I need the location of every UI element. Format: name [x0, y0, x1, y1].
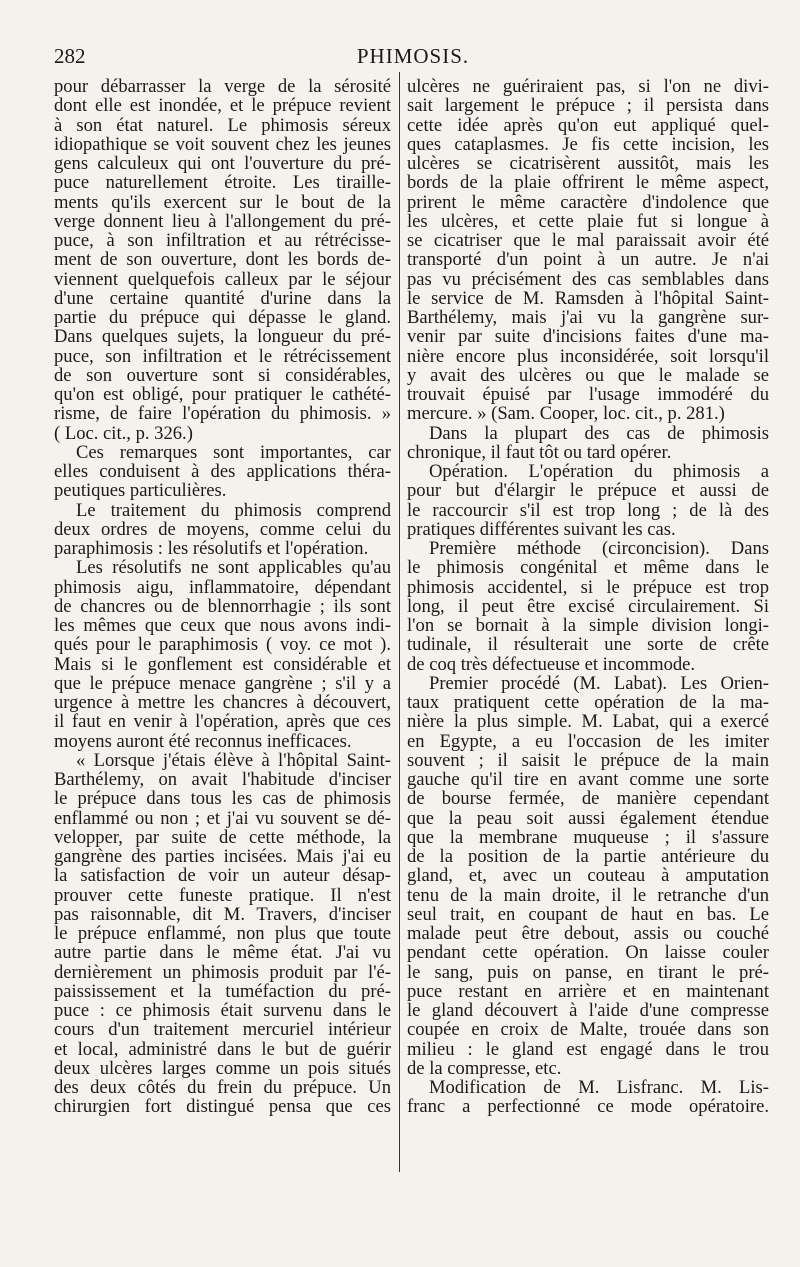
text-line: de bourse fermée, de manière cependant [407, 789, 769, 809]
text-line: le prépuce enflammé, non plus que toute [54, 924, 391, 944]
text-line: le prépuce dans tous les cas de phimosis [54, 789, 391, 809]
text-line: Premier procédé (M. Labat). Les Orien- [429, 673, 769, 693]
text-line: ulcères se cicatrisèrent aussitôt, mais les [407, 154, 769, 174]
text-line: trouvait épuisé par l'usage immodéré du [407, 385, 769, 405]
text-line: Les résolutifs ne sont applicables qu'au [76, 558, 391, 578]
text-line: dont elle est inondée, et le prépuce revient [54, 96, 391, 116]
text-line: elles conduisent à des applications théra- [54, 462, 391, 482]
text-line: pas vu précisément des cas semblables dans [407, 269, 769, 289]
text-line: Dans quelques sujets, la longueur du pré- [54, 327, 391, 347]
text-line: les mêmes que ceux que nous avons indi- [54, 616, 391, 636]
text-line: deux ulcères larges comme un pois situés [54, 1058, 391, 1078]
text-line: les ulcères, et cette plaie fut si longue à [407, 211, 769, 231]
text-line: cette idée après qu'on eut appliqué quel- [407, 115, 769, 135]
text-line: puce restant en arrière et en maintenant [407, 981, 769, 1001]
text-line: de chancres ou de blennorrhagie ; ils sont [54, 596, 391, 616]
text-line: cours d'un traitement mercuriel intérieur [54, 1020, 391, 1040]
text-line: idiopathique se voit souvent chez les jeunes [54, 134, 391, 154]
left-column [54, 77, 391, 1117]
text-line: paississement et la tuméfaction du pré- [54, 981, 391, 1001]
text-line: le raccourcir s'il est trop long ; de là des [407, 500, 769, 520]
text-line: nière encore plus inconsidérée, soit lorsqu'il [407, 346, 769, 366]
text-line: des deux côtés du frein du prépuce. Un [54, 1078, 391, 1098]
text-line: ques cataplasmes. Je fis cette incision, les [407, 134, 769, 154]
page-header [54, 44, 772, 70]
text-line: ment de son ouverture, dont les bords de- [54, 250, 391, 270]
text-line: long, il peut être excisé circulairement. Si [407, 596, 769, 616]
text-line: tenu de la main droite, il le retranche d'un [407, 885, 769, 905]
text-line: le service de M. Ramsden à l'hôpital Saint- [407, 288, 769, 308]
text-line: phimosis accidentel, si le prépuce est trop [407, 577, 769, 597]
text-line: puce, son infiltration et le rétrécissement [54, 346, 391, 366]
right-column [407, 77, 769, 1117]
text-line: Le traitement du phimosis comprend [76, 500, 391, 520]
text-line: gens calculeux qui ont l'ouverture du pré- [54, 154, 391, 174]
text-line: pendant cette opération. On laisse couler [407, 943, 769, 963]
text-line: phimosis aigu, inflammatoire, dépendant [54, 577, 391, 597]
text-line: gangrène des parties incisées. Mais j'ai eu [54, 847, 391, 867]
text-line: la satisfaction de voir un auteur désap- [54, 866, 391, 886]
text-line: Première méthode (circoncision). Dans [429, 539, 769, 559]
text-line: puce, à son infiltration et au rétrécisse- [54, 231, 391, 251]
text-line: paraphimosis : les résolutifs et l'opération. [54, 539, 369, 559]
text-line: le gland découvert à l'aide d'une compresse [407, 1001, 769, 1021]
text-line: ulcères ne guériraient pas, si l'on ne divi- [407, 77, 769, 97]
text-line: qu'on est obligé, pour pratiquer le cathété- [54, 385, 391, 405]
column-divider [399, 72, 400, 1172]
text-line: milieu : le gland est engagé dans le trou [407, 1039, 769, 1059]
text-line: qués pour le paraphimosis ( voy. ce mot ). [54, 635, 391, 655]
text-line: bords de la plaie offrirent le même aspect, [407, 173, 769, 193]
text-line: que la membrane muqueuse ; il s'assure [407, 827, 769, 847]
text-line: chirurgien fort distingué pensa que ces [54, 1097, 391, 1117]
text-line: gauche qu'il tire en avant comme une sorte [407, 770, 769, 790]
text-line: Barthélemy, on avait l'habitude d'inciser [54, 770, 391, 790]
text-line: Dans la plupart des cas de phimosis [429, 423, 769, 443]
text-line: Mais si le gonflement est considérable et [54, 654, 391, 674]
text-line: « Lorsque j'étais élève à l'hôpital Saint- [76, 750, 391, 770]
text-line: ments qu'ils exercent sur le bout de la [54, 192, 391, 212]
text-line: gland, et, avec un couteau à amputation [407, 866, 769, 886]
text-line: l'on se bornait à la simple division longi- [407, 616, 769, 636]
text-line: Barthélemy, mais j'ai vu la gangrène sur- [407, 308, 769, 328]
text-line: il faut en venir à l'opération, après que ces [54, 712, 391, 732]
text-line: deux ordres de moyens, comme celui du [54, 519, 391, 539]
text-line: d'une certaine quantité d'urine dans la [54, 288, 391, 308]
text-line: enflammé ou non ; et j'ai vu souvent se dé- [54, 808, 391, 828]
text-line: le sang, puis on panse, en tirant le pré- [407, 962, 769, 982]
text-line: à son état naturel. Le phimosis séreux [54, 115, 391, 135]
text-line: pour débarrasser la verge de la sérosité [54, 77, 391, 97]
text-line: moyens auront été reconnus inefficaces. [54, 731, 352, 751]
text-line: pas raisonnable, dit M. Travers, d'inciser [54, 904, 391, 924]
text-line: Opération. L'opération du phimosis a [429, 462, 769, 482]
text-line: sait largement le prépuce ; il persista dans [407, 96, 769, 116]
text-line: venir par suite d'incisions faites d'une ma- [407, 327, 769, 347]
text-line: transporté d'un point à un autre. Je n'ai [407, 250, 769, 270]
text-line: de son ouverture sont si considérables, [54, 365, 391, 385]
page-number: 282 [54, 44, 86, 68]
text-line: chronique, il faut tôt ou tard opérer. [407, 442, 672, 462]
text-line: partie du prépuce qui dépasse le gland. [54, 308, 391, 328]
text-line: Ces remarques sont importantes, car [76, 442, 391, 462]
text-line: mercure. » (Sam. Cooper, loc. cit., p. 281.) [407, 404, 725, 424]
text-line: puce naturellement étroite. Les tiraille- [54, 173, 391, 193]
text-line: que la peau soit aussi également étendue [407, 808, 769, 828]
text-line: de la position de la partie antérieure du [407, 847, 769, 867]
text-line: risme, de faire l'opération du phimosis. » [54, 404, 391, 424]
text-line: peutiques particulières. [54, 481, 227, 501]
text-line: pour but d'élargir le prépuce et aussi de [407, 481, 769, 501]
text-line: velopper, par suite de cette méthode, la [54, 827, 391, 847]
text-line: se cicatriser que le mal paraissait avoir été [407, 231, 769, 251]
text-line: prirent le même caractère d'indolence que [407, 192, 769, 212]
text-line: dernièrement un phimosis produit par l'é- [54, 962, 391, 982]
text-line: taux pratiquent cette opération de la ma- [407, 693, 769, 713]
text-line: ( Loc. cit., p. 326.) [54, 423, 193, 443]
text-line: verge donnent lieu à l'allongement du pré- [54, 211, 391, 231]
text-line: Modification de M. Lisfranc. M. Lis- [429, 1078, 769, 1098]
text-line: souvent ; il saisit le prépuce de la main [407, 750, 769, 770]
text-line: pratiques différentes suivant les cas. [407, 519, 676, 539]
text-line: tudinale, il résulterait une sorte de crête [407, 635, 769, 655]
text-line: de coq très défectueuse et incommode. [407, 654, 696, 674]
text-line: malade peut être debout, assis ou couché [407, 924, 769, 944]
text-line: de la compresse, etc. [407, 1058, 562, 1078]
text-line: viennent quelquefois calleux par le séjour [54, 269, 391, 289]
text-line: et local, administré dans le but de guérir [54, 1039, 391, 1059]
text-line: coupée en croix de Malte, trouée dans son [407, 1020, 769, 1040]
text-line: urgence à mettre les chancres à découvert, [54, 693, 391, 713]
text-line: seul trait, en coupant de haut en bas. Le [407, 904, 769, 924]
text-line: autre partie dans le même état. J'ai vu [54, 943, 391, 963]
text-line: nière la plus simple. M. Labat, qui a exercé [407, 712, 769, 732]
running-title: PHIMOSIS. [356, 44, 470, 68]
text-line: que le prépuce menace gangrène ; s'il y a [54, 673, 391, 693]
text-line: en Egypte, a eu l'occasion de les imiter [407, 731, 769, 751]
text-line: y avait des ulcères ou que le malade se [407, 365, 769, 385]
text-line: franc a perfectionné ce mode opératoire. [407, 1097, 769, 1117]
text-line: prouver cette funeste pratique. Il n'est [54, 885, 391, 905]
text-line: puce : ce phimosis était survenu dans le [54, 1001, 391, 1021]
text-line: le phimosis congénital et même dans le [407, 558, 769, 578]
